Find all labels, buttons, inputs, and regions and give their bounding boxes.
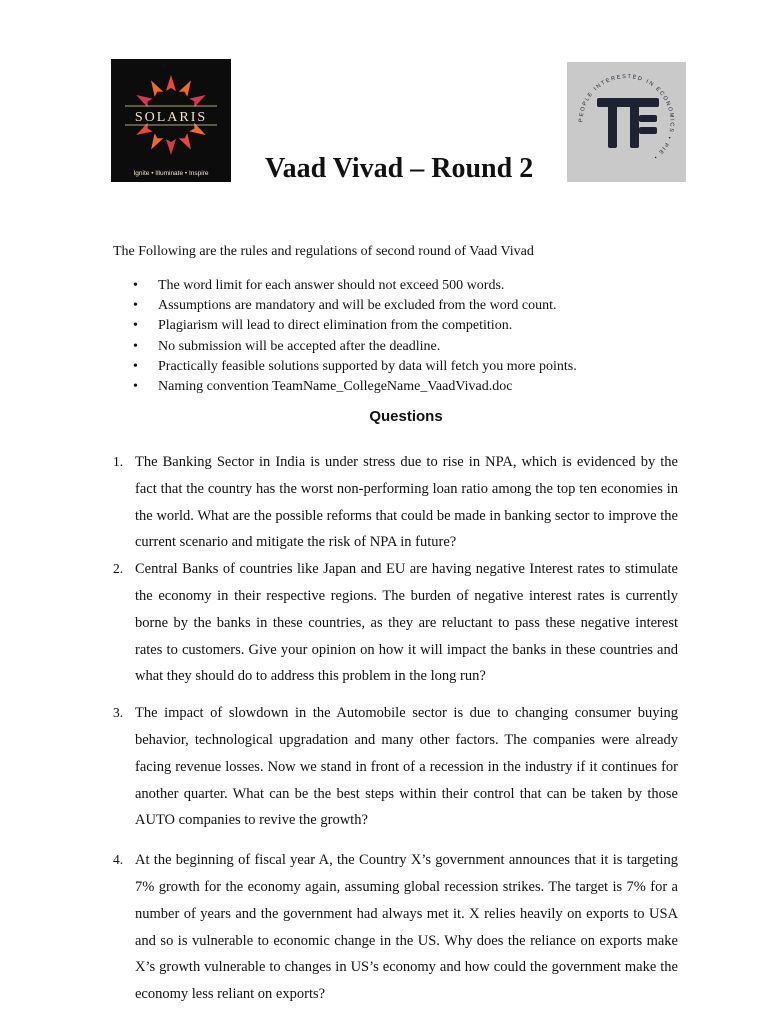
question-item [113, 700, 678, 834]
question-text: At the beginning of fiscal year A, the Country X’s government announces that it is targeting 7% growth for the economy again, assuming global recession strikes. The target is 7% for a number of years and the government had always met it. X relies heavily on exports to USA and so is vulnerable to economic change in the US. Why does the reliance on exports make X’s growth vulnerable to changes in US’s economy and how could the government make the economy less reliant on exports? [135, 852, 678, 1003]
rule-item: • Assumptions are mandatory and will be excluded from the word count. [113, 296, 673, 316]
rule-item: • The word limit for each answer should not exceed 500 words. [113, 276, 673, 296]
rule-item: • Plagiarism will lead to direct elimination from the competition. [113, 316, 673, 336]
question-number: 1. [113, 454, 124, 469]
rule-item: • Naming convention TeamName_CollegeName_VaadVivad.doc [113, 377, 673, 397]
questions-list [113, 449, 678, 1008]
question-item [113, 847, 678, 1008]
question-text: Central Banks of countries like Japan and EU are having negative Interest rates to stimulate the economy in their respective regions. The burden of negative interest rates is currently borne by the banks in these countries, as they are reluctant to pass these negative interest rates to customers. Give your opinion on how it will impact the banks in these countries and what they should do to address this problem in the long run? [135, 561, 678, 685]
questions-heading: Questions [369, 408, 443, 425]
rule-item: • No submission will be accepted after the deadline. [113, 337, 673, 357]
question-item [113, 556, 678, 690]
pie-logo [567, 62, 686, 182]
question-text: The impact of slowdown in the Automobile sector is due to changing consumer buying behavior, technological upgradation and many other factors. The companies were already facing revenue losses. Now we stand in front of a recession in the industry if it continues for another quarter. What can be the best steps within their control that can be taken by those AUTO companies to revive the growth? [135, 705, 678, 829]
question-number: 3. [113, 705, 124, 721]
question-number: 2. [113, 561, 124, 577]
svg-text:PEOPLE INTERESTED IN ECONOMICS: PEOPLE INTERESTED IN ECONOMICS • PIE • [578, 73, 675, 161]
page-title: Vaad Vivad – Round 2 [265, 153, 534, 184]
question-text: The Banking Sector in India is under stress due to rise in NPA, which is evidenced by the fact that the country has the worst non-performing loan ratio among the top ten economies in the world. What are the possible reforms that could be made in banking sector to improve the current scenario and mitigate the risk of NPA in future? [135, 454, 678, 551]
svg-text:Ignite • Illuminate • Inspire: Ignite • Illuminate • Inspire [133, 170, 209, 177]
svg-text:SOLARIS: SOLARIS [134, 110, 208, 125]
rules-list [113, 276, 673, 397]
solaris-logo [111, 59, 231, 182]
intro-text: The Following are the rules and regulations of second round of Vaad Vivad [113, 244, 534, 259]
rule-item: • Practically feasible solutions supported by data will fetch you more points. [113, 357, 673, 377]
question-number: 4. [113, 852, 124, 868]
question-item [113, 449, 678, 556]
